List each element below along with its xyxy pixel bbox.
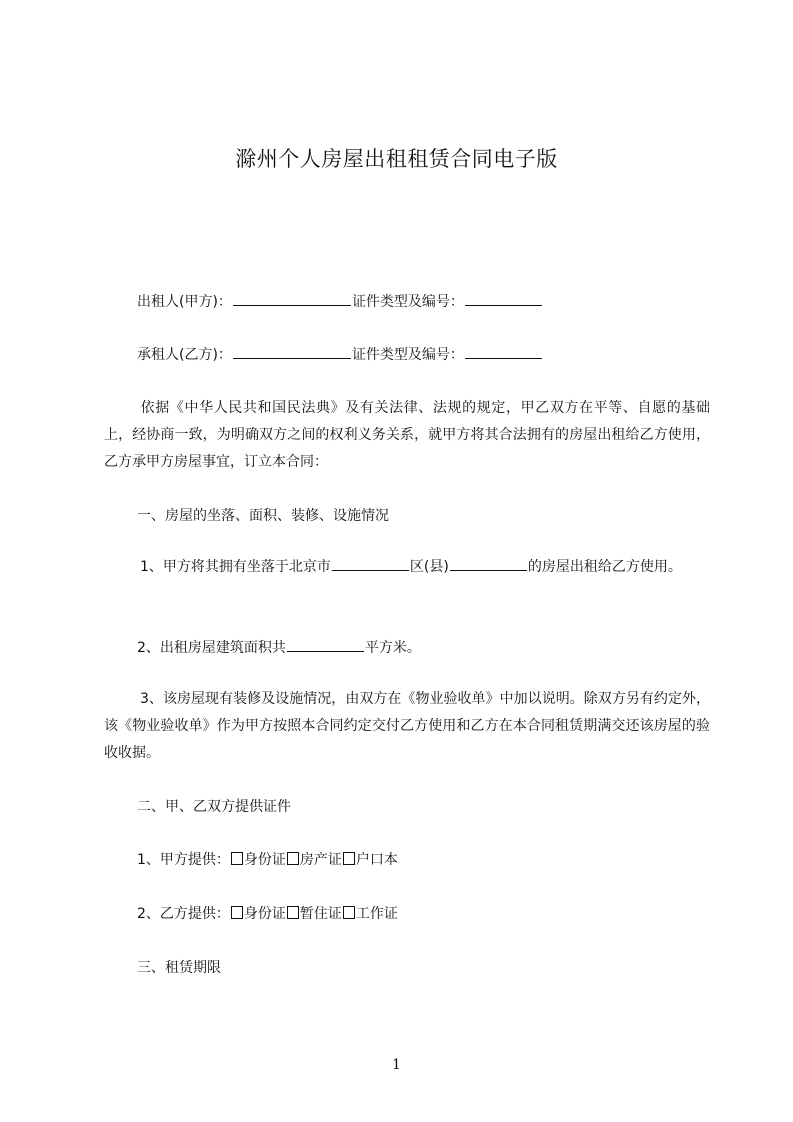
checkbox-icon [231, 852, 243, 865]
area-blank [287, 637, 364, 652]
section-2-item-2 [137, 904, 398, 924]
address-blank [450, 556, 527, 571]
item-1-text-b: 区(县) [409, 559, 449, 575]
party-b-provides-label: 2、乙方提供： [137, 906, 230, 922]
lessee-id-blank [465, 344, 542, 359]
district-blank [332, 556, 409, 571]
checkbox-icon [343, 852, 355, 865]
section-3-heading: 三、租赁期限 [137, 960, 221, 976]
page-number: 1 [392, 1057, 401, 1073]
item-2-text-a: 2、出租房屋建筑面积共 [137, 640, 286, 656]
lessor-id-label: 证件类型及编号： [351, 294, 464, 310]
item-2-text-b: 平方米。 [364, 640, 421, 656]
lessee-line [137, 344, 543, 365]
lessee-label: 承租人(乙方)： [137, 347, 232, 363]
document-title: 滁州个人房屋出租租赁合同电子版 [235, 147, 558, 171]
option-id-card: 身份证 [243, 906, 286, 922]
section-1-item-2 [137, 637, 421, 658]
section-2-heading: 二、甲、乙双方提供证件 [137, 799, 291, 815]
lessee-name-blank [233, 344, 351, 359]
checkbox-icon [287, 906, 299, 919]
preamble-text: 依据《中华人民共和国民法典》及有关法律、法规的规定，甲乙双方在平等、自愿的基础上，经协商一致，为明确双方之间的权利义务关系，就甲方将其合法拥有的房屋出租给乙方使用，乙方承甲方房屋事宜，订立本合同： [104, 400, 710, 470]
preamble-paragraph [104, 395, 710, 476]
checkbox-icon [287, 852, 299, 865]
section-1-item-3 [104, 686, 710, 767]
option-work-permit: 工作证 [355, 906, 398, 922]
option-household-reg: 户口本 [355, 852, 398, 868]
lessee-id-label: 证件类型及编号： [351, 347, 464, 363]
item-3-text: 3、该房屋现有装修及设施情况，由双方在《物业验收单》中加以说明。除双方另有约定外，该《物业验收单》作为甲方按照本合同约定交付乙方使用和乙方在本合同租赁期满交还该房屋的验收收据。 [104, 691, 710, 761]
party-a-provides-label: 1、甲方提供： [137, 852, 230, 868]
option-property-cert: 房产证 [299, 852, 342, 868]
lessor-id-blank [465, 291, 542, 306]
section-1-heading: 一、房屋的坐落、面积、装修、设施情况 [137, 508, 389, 524]
lessor-name-blank [233, 291, 351, 306]
option-temp-residence: 暂住证 [299, 906, 342, 922]
item-1-text-c: 的房屋出租给乙方使用。 [527, 559, 682, 575]
lessor-label: 出租人(甲方)： [137, 294, 232, 310]
item-1-text-a: 1、甲方将其拥有坐落于北京市 [140, 559, 331, 575]
option-id-card: 身份证 [243, 852, 286, 868]
section-2-item-1 [137, 850, 398, 870]
section-1-item-1 [104, 554, 710, 581]
lessor-line [137, 291, 543, 312]
checkbox-icon [343, 906, 355, 919]
checkbox-icon [231, 906, 243, 919]
